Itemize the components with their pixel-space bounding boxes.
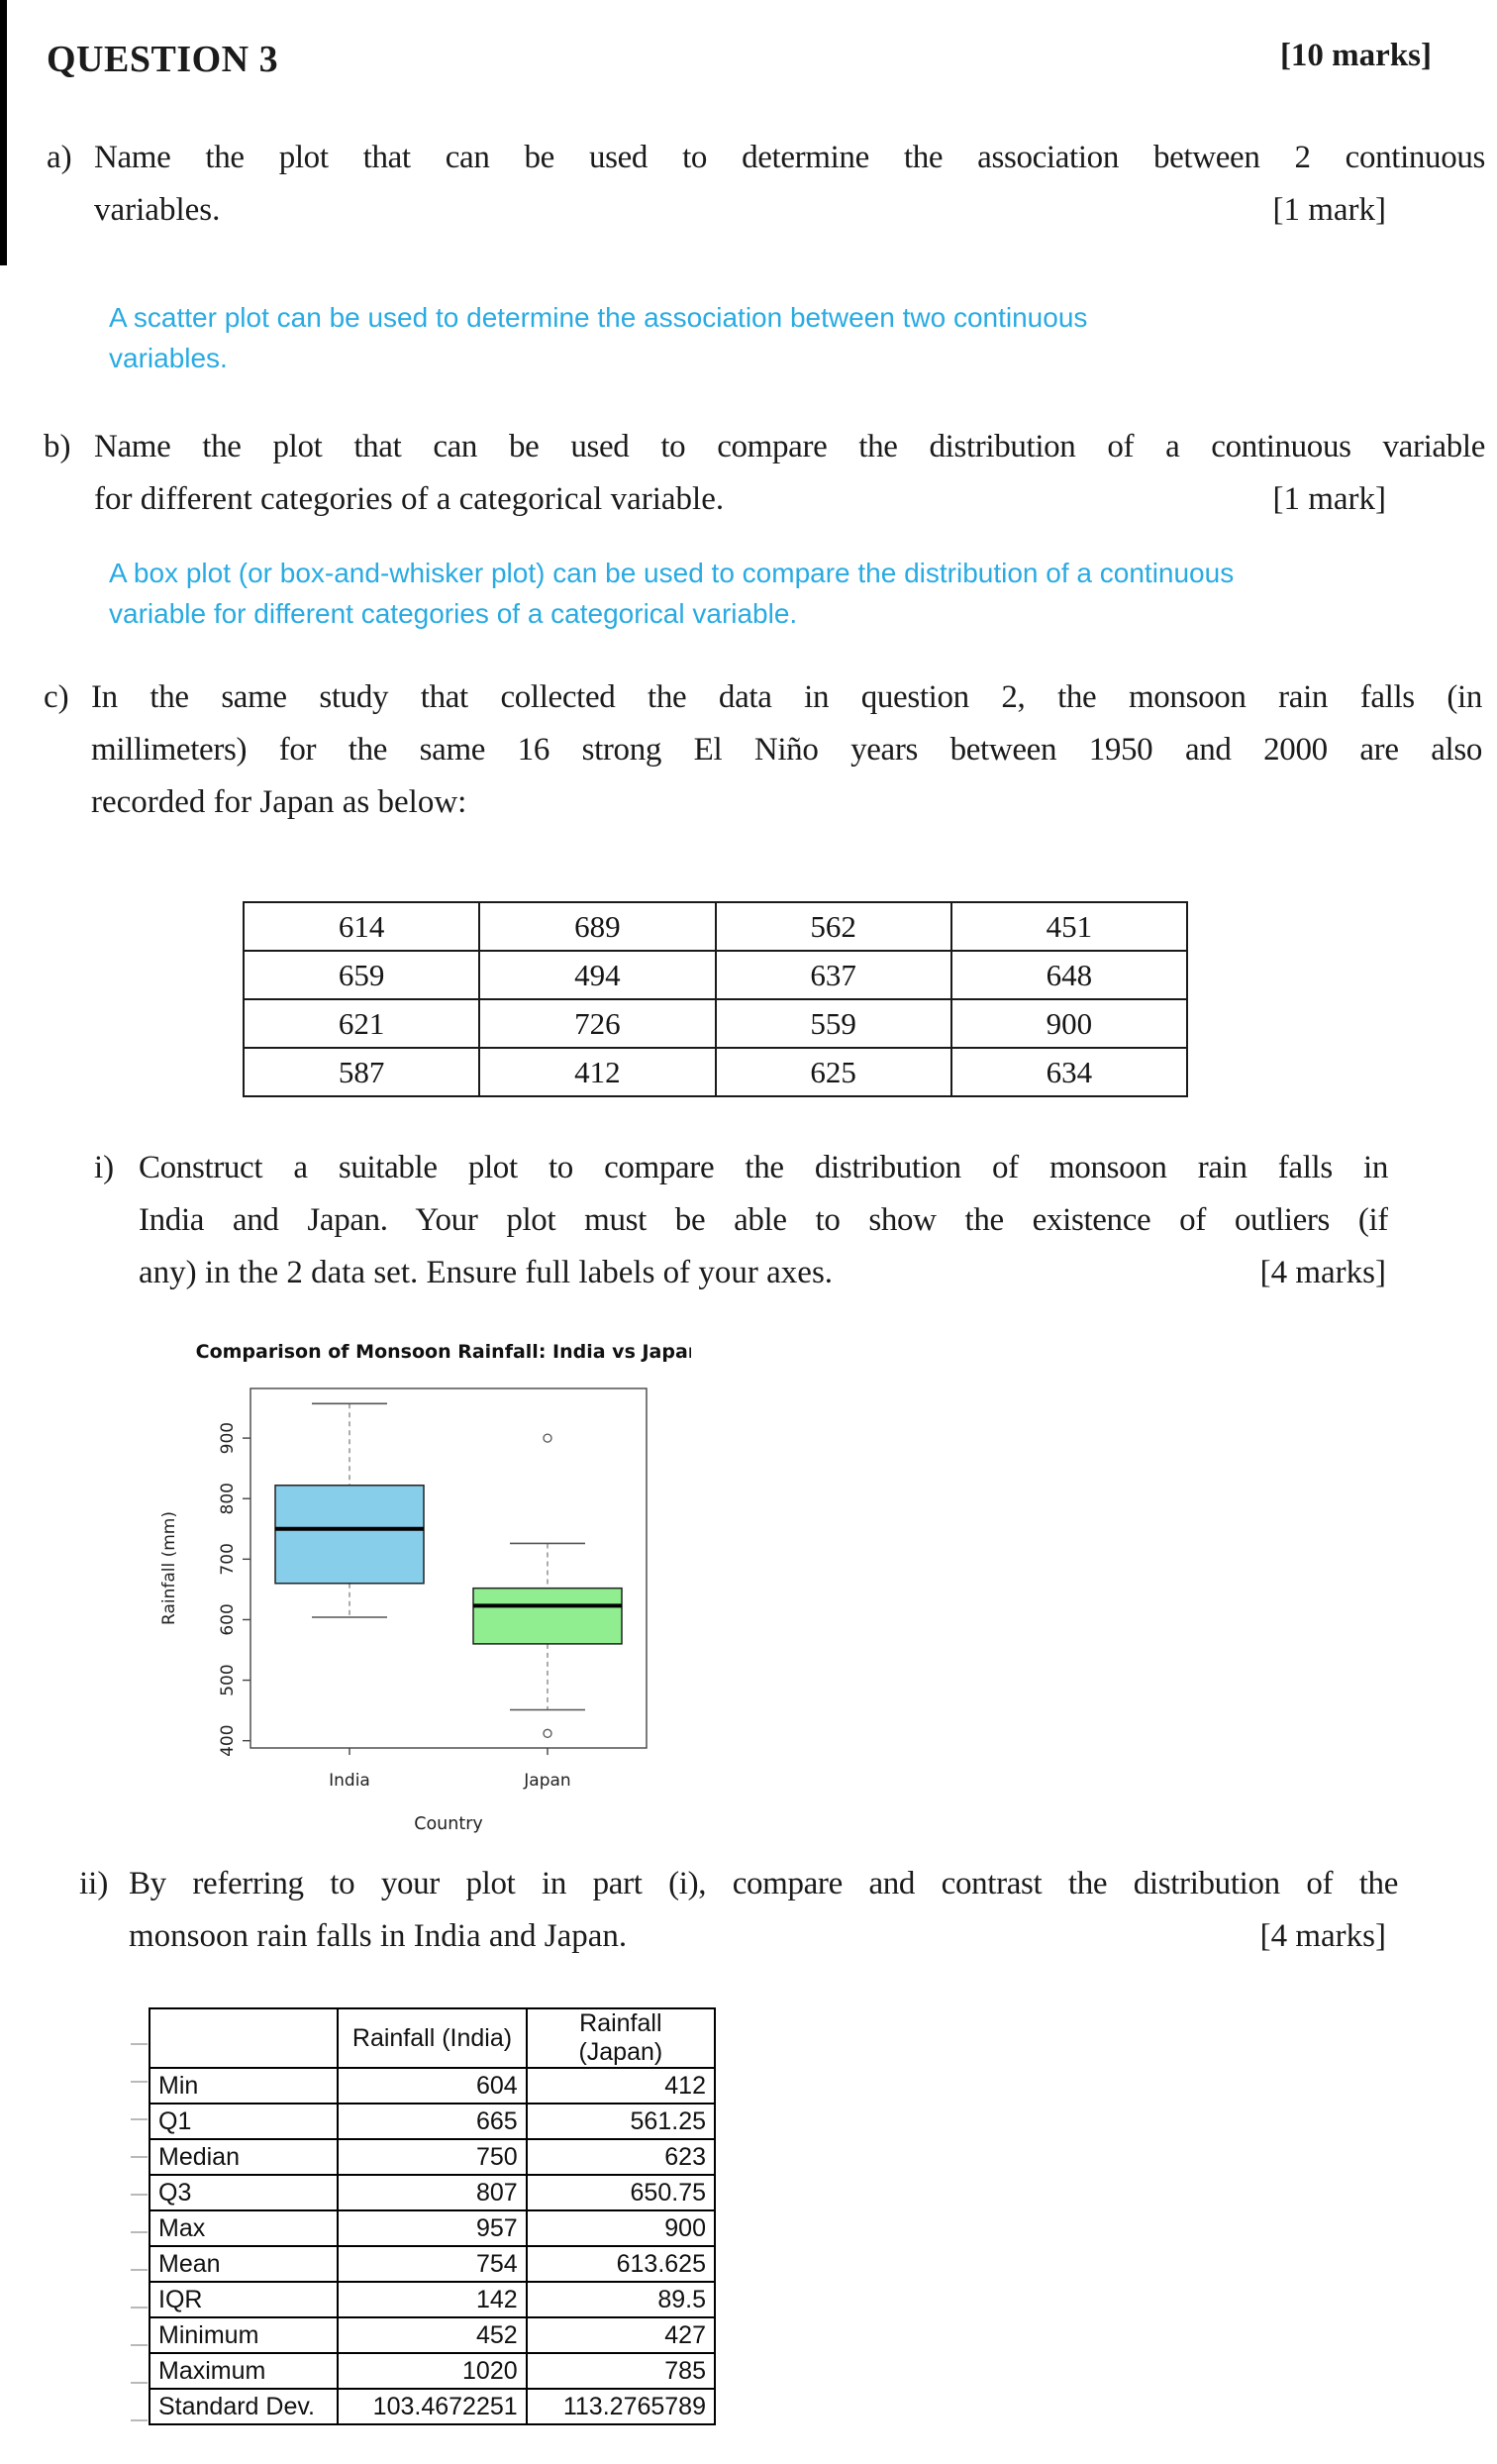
stats-value-cell: 623: [527, 2139, 715, 2175]
stats-header-cell: Rainfall (India): [338, 2008, 526, 2068]
question-text-line: In the same study that collected the data in question 2, the monsoon rain falls (in: [91, 679, 1482, 715]
y-tick-label: 400: [218, 1724, 238, 1757]
stats-value-cell: 1020: [338, 2353, 526, 2389]
part-a-answer: [109, 297, 1396, 378]
outlier-point: [544, 1434, 551, 1442]
rainfall-value-cell: 621: [244, 999, 479, 1048]
stats-value-cell: 113.2765789: [527, 2389, 715, 2424]
rainfall-value-cell: 726: [479, 999, 715, 1048]
part-ii-label: ii): [79, 1866, 109, 1901]
rainfall-value-cell: 634: [951, 1048, 1187, 1096]
rainfall-value-cell: 587: [244, 1048, 479, 1096]
rainfall-value-cell: 614: [244, 902, 479, 951]
question-text-line: recorded for Japan as below:: [91, 784, 467, 820]
question-text-line: India and Japan. Your plot must be able to show the existence of outliers (if: [139, 1202, 1388, 1238]
rainfall-value-cell: 494: [479, 951, 715, 999]
stats-value-cell: 561.25: [527, 2104, 715, 2139]
question-text-line: monsoon rain falls in India and Japan.: [129, 1918, 628, 1954]
stats-label-cell: Median: [150, 2139, 338, 2175]
stats-label-cell: Q3: [150, 2175, 338, 2210]
question-text-line: variables.: [94, 192, 221, 228]
stats-row: [150, 2282, 715, 2317]
question-text-line: any) in the 2 data set. Ensure full labels of your axes.: [139, 1255, 834, 1290]
answer-text-line: A box plot (or box-and-whisker plot) can be used to compare the distribution of a continuous: [109, 558, 1235, 588]
table-row: [244, 999, 1187, 1048]
stats-label-cell: Minimum: [150, 2317, 338, 2353]
stats-value-cell: 89.5: [527, 2282, 715, 2317]
stats-label-cell: Min: [150, 2068, 338, 2104]
stats-value-cell: 427: [527, 2317, 715, 2353]
table-row: [244, 951, 1187, 999]
stats-value-cell: 665: [338, 2104, 526, 2139]
rainfall-value-cell: 900: [951, 999, 1187, 1048]
part-a-label: a): [47, 140, 72, 175]
y-axis-label: Rainfall (mm): [159, 1511, 179, 1625]
stats-row: [150, 2353, 715, 2389]
rainfall-value-cell: 559: [716, 999, 951, 1048]
stats-label-cell: IQR: [150, 2282, 338, 2317]
part-b-answer: [109, 553, 1455, 634]
iqr-box: [275, 1486, 424, 1584]
stats-row: [150, 2139, 715, 2175]
question-title: QUESTION 3: [47, 39, 279, 80]
stats-value-cell: 412: [527, 2068, 715, 2104]
y-tick-label: 800: [218, 1482, 238, 1515]
rainfall-value-cell: 451: [951, 902, 1187, 951]
stats-value-cell: 604: [338, 2068, 526, 2104]
part-b-label: b): [44, 429, 71, 464]
boxplot-chart: [117, 1327, 691, 1862]
statistics-table: [149, 2007, 716, 2425]
part-ii-question: [129, 1858, 1398, 1963]
part-i-question: [139, 1142, 1388, 1299]
stats-header-cell: [150, 2008, 338, 2068]
question-text-line: millimeters) for the same 16 strong El Niño years between 1950 and 2000 are also: [91, 732, 1482, 768]
stats-label-cell: Max: [150, 2210, 338, 2246]
x-axis-label: Country: [414, 1814, 483, 1834]
chart-title: Comparison of Monsoon Rainfall: India vs Japan: [195, 1341, 691, 1363]
table-row: [244, 902, 1187, 951]
rainfall-data-table: [243, 901, 1188, 1097]
answer-text-line: variables.: [109, 343, 228, 373]
part-c-question: [91, 671, 1482, 829]
question-text-line: Name the plot that can be used to determine the association between 2 continuous: [94, 140, 1485, 175]
question-text-line: for different categories of a categorical variable.: [94, 481, 725, 517]
rainfall-value-cell: 637: [716, 951, 951, 999]
stats-value-cell: 807: [338, 2175, 526, 2210]
y-tick-label: 500: [218, 1664, 238, 1696]
y-tick-label: 900: [218, 1421, 238, 1455]
boxplot-svg: [117, 1327, 691, 1862]
stats-label-cell: Maximum: [150, 2353, 338, 2389]
spreadsheet-gridline-stubs: [131, 2007, 148, 2423]
stats-value-cell: 785: [527, 2353, 715, 2389]
question-text-line: Name the plot that can be used to compare the distribution of a continuous variable: [94, 429, 1485, 464]
stats-row: [150, 2175, 715, 2210]
stats-value-cell: 900: [527, 2210, 715, 2246]
stats-value-cell: 650.75: [527, 2175, 715, 2210]
question-text-line: By referring to your plot in part (i), compare and contrast the distribution of the: [129, 1866, 1398, 1901]
stats-value-cell: 142: [338, 2282, 526, 2317]
rainfall-value-cell: 648: [951, 951, 1187, 999]
outlier-point: [544, 1729, 551, 1737]
rainfall-value-cell: 689: [479, 902, 715, 951]
rainfall-value-cell: 412: [479, 1048, 715, 1096]
question-marks: [10 marks]: [1279, 38, 1432, 73]
rainfall-value-cell: 625: [716, 1048, 951, 1096]
stats-value-cell: 957: [338, 2210, 526, 2246]
rainfall-value-cell: 659: [244, 951, 479, 999]
stats-row: [150, 2317, 715, 2353]
stats-value-cell: 750: [338, 2139, 526, 2175]
answer-text-line: A scatter plot can be used to determine the association between two continuous: [109, 302, 1088, 333]
stats-value-cell: 754: [338, 2246, 526, 2282]
stats-value-cell: 613.625: [527, 2246, 715, 2282]
stats-header-row: [150, 2008, 715, 2068]
scan-artifact: [0, 0, 7, 265]
stats-row: [150, 2068, 715, 2104]
question-text-line: Construct a suitable plot to compare the distribution of monsoon rain falls in: [139, 1150, 1388, 1185]
y-tick-label: 700: [218, 1543, 238, 1576]
part-a-marks: [1 mark]: [1272, 192, 1386, 228]
stats-row: [150, 2210, 715, 2246]
x-tick-label: Japan: [524, 1771, 571, 1791]
stats-row: [150, 2389, 715, 2424]
table-row: [244, 1048, 1187, 1096]
part-i-label: i): [94, 1150, 115, 1185]
part-b-marks: [1 mark]: [1272, 481, 1386, 517]
x-tick-label: India: [329, 1771, 370, 1791]
stats-label-cell: Mean: [150, 2246, 338, 2282]
part-c-label: c): [44, 679, 69, 715]
iqr-box: [473, 1589, 622, 1644]
stats-label-cell: Q1: [150, 2104, 338, 2139]
rainfall-value-cell: 562: [716, 902, 951, 951]
stats-value-cell: 103.4672251: [338, 2389, 526, 2424]
answer-text-line: variable for different categories of a categorical variable.: [109, 598, 798, 629]
stats-header-cell: Rainfall (Japan): [527, 2008, 715, 2068]
part-ii-marks: [4 marks]: [1259, 1918, 1386, 1954]
stats-value-cell: 452: [338, 2317, 526, 2353]
stats-label-cell: Standard Dev.: [150, 2389, 338, 2424]
part-i-marks: [4 marks]: [1259, 1255, 1386, 1290]
stats-row: [150, 2246, 715, 2282]
y-tick-label: 600: [218, 1603, 238, 1636]
stats-row: [150, 2104, 715, 2139]
